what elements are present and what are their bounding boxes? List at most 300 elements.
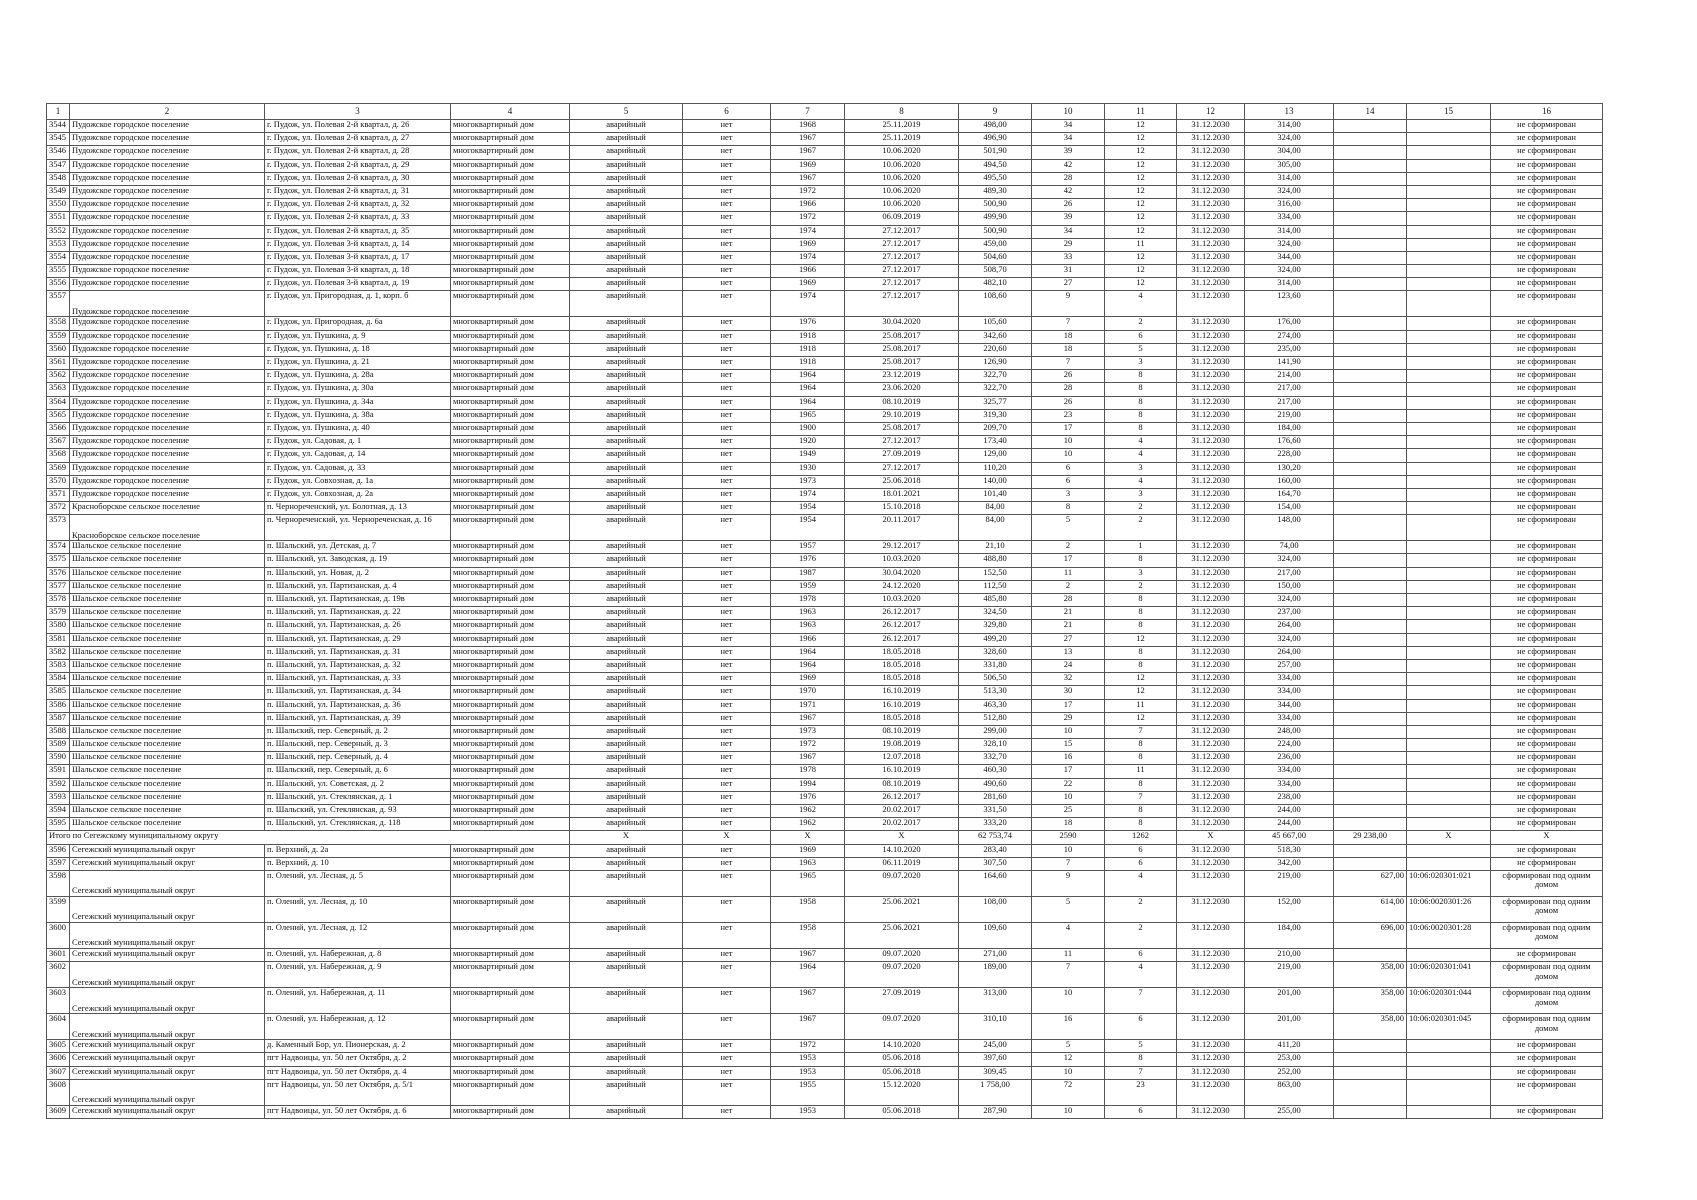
condition-cell: аварийный [570, 291, 683, 317]
apartments-cell: 4 [1105, 449, 1177, 462]
apartments-cell: 8 [1105, 554, 1177, 567]
table-body-section-2 [47, 844, 1603, 1118]
land-status-cell: не сформирован [1491, 396, 1603, 409]
land-area-cell: 324,00 [1245, 594, 1334, 607]
plot-area-cell [1334, 1053, 1407, 1066]
address-cell: п. Шальский, ул. Партизанская, д. 33 [265, 673, 451, 686]
apartments-cell: 12 [1105, 146, 1177, 159]
column-number-8: 8 [845, 104, 959, 120]
table-row [47, 541, 1603, 554]
condition-cell: аварийный [570, 225, 683, 238]
apartments-cell: 6 [1105, 1105, 1177, 1118]
residents-cell: 2 [1032, 580, 1105, 593]
year-built-cell: 1972 [771, 1040, 845, 1053]
land-area-cell: 314,00 [1245, 172, 1334, 185]
row-number-cell: 3588 [47, 725, 70, 738]
area-cell: 489,30 [959, 185, 1032, 198]
apartments-cell: 2 [1105, 580, 1177, 593]
emergency-date-cell: 09.07.2020 [845, 948, 959, 961]
year-built-cell: 1978 [771, 594, 845, 607]
cultural-heritage-cell: нет [683, 172, 771, 185]
emergency-date-cell: 10.03.2020 [845, 594, 959, 607]
area-cell: 463,30 [959, 699, 1032, 712]
emergency-date-cell: 14.10.2020 [845, 1040, 959, 1053]
land-area-cell: 201,00 [1245, 1014, 1334, 1040]
address-cell: г. Пудож, ул. Пригородная, д. 6а [265, 317, 451, 330]
resettlement-deadline-cell: 31.12.2030 [1177, 778, 1245, 791]
building-type-cell: многоквартирный дом [451, 422, 570, 435]
land-status-cell: не сформирован [1491, 580, 1603, 593]
address-cell: п. Олений, ул. Лесная, д. 12 [265, 922, 451, 948]
address-cell: п. Олений, ул. Набережная, д. 9 [265, 962, 451, 988]
apartments-cell: 8 [1105, 620, 1177, 633]
resettlement-deadline-cell: 31.12.2030 [1177, 580, 1245, 593]
apartments-cell: 12 [1105, 159, 1177, 172]
building-type-cell: многоквартирный дом [451, 922, 570, 948]
area-cell: 328,10 [959, 739, 1032, 752]
condition-cell: аварийный [570, 778, 683, 791]
table-row [47, 278, 1603, 291]
table-row [47, 805, 1603, 818]
row-number-cell: 3599 [47, 896, 70, 922]
address-cell: г. Пудож, ул. Садовая, д. 33 [265, 462, 451, 475]
resettlement-deadline-cell: 31.12.2030 [1177, 1053, 1245, 1066]
table-row [47, 922, 1603, 948]
cultural-heritage-cell: нет [683, 422, 771, 435]
condition-cell: аварийный [570, 1079, 683, 1105]
apartments-cell: 2 [1105, 502, 1177, 515]
emergency-date-cell: 25.11.2019 [845, 133, 959, 146]
resettlement-deadline-cell: 31.12.2030 [1177, 752, 1245, 765]
table-row [47, 870, 1603, 896]
year-built-cell: 1968 [771, 120, 845, 133]
cadastral-number-cell [1407, 948, 1491, 961]
residents-cell: 22 [1032, 778, 1105, 791]
year-built-cell: 1974 [771, 291, 845, 317]
cadastral-number-cell [1407, 686, 1491, 699]
table-row [47, 712, 1603, 725]
municipality-cell: Пудожское городское поселение [70, 172, 265, 185]
cultural-heritage-cell: нет [683, 199, 771, 212]
resettlement-deadline-cell: 31.12.2030 [1177, 212, 1245, 225]
emergency-date-cell: 05.06.2018 [845, 1066, 959, 1079]
resettlement-deadline-cell: 31.12.2030 [1177, 633, 1245, 646]
emergency-date-cell: 10.06.2020 [845, 185, 959, 198]
total-cell: 2590 [1032, 831, 1105, 844]
plot-area-cell [1334, 251, 1407, 264]
municipality-cell: Шальское сельское поселение [70, 725, 265, 738]
plot-area-cell [1334, 159, 1407, 172]
plot-area-cell [1334, 343, 1407, 356]
apartments-cell: 1 [1105, 541, 1177, 554]
condition-cell: аварийный [570, 1014, 683, 1040]
row-number-cell: 3579 [47, 607, 70, 620]
building-type-cell: многоквартирный дом [451, 1053, 570, 1066]
address-cell: г. Пудож, ул. Пушкина, д. 30а [265, 383, 451, 396]
area-cell: 459,00 [959, 238, 1032, 251]
land-area-cell: 224,00 [1245, 739, 1334, 752]
cultural-heritage-cell: нет [683, 673, 771, 686]
resettlement-deadline-cell: 31.12.2030 [1177, 594, 1245, 607]
plot-area-cell [1334, 133, 1407, 146]
plot-area-cell [1334, 330, 1407, 343]
municipality-cell: Пудожское городское поселение [70, 422, 265, 435]
column-number-4: 4 [451, 104, 570, 120]
apartments-cell: 11 [1105, 765, 1177, 778]
column-number-7: 7 [771, 104, 845, 120]
resettlement-deadline-cell: 31.12.2030 [1177, 791, 1245, 804]
land-area-cell: 344,00 [1245, 699, 1334, 712]
table-row [47, 1066, 1603, 1079]
condition-cell: аварийный [570, 278, 683, 291]
table-row [47, 449, 1603, 462]
total-cell: 1262 [1105, 831, 1177, 844]
land-status-cell: не сформирован [1491, 383, 1603, 396]
municipality-cell: Сегежский муниципальный округ [70, 896, 265, 922]
municipality-cell: Пудожское городское поселение [70, 238, 265, 251]
row-number-cell: 3591 [47, 765, 70, 778]
building-type-cell: многоквартирный дом [451, 278, 570, 291]
building-type-cell: многоквартирный дом [451, 120, 570, 133]
year-built-cell: 1967 [771, 752, 845, 765]
row-number-cell: 3592 [47, 778, 70, 791]
table-row [47, 818, 1603, 831]
address-cell: г. Пудож, ул. Полевая 2-й квартал, д. 32 [265, 199, 451, 212]
condition-cell: аварийный [570, 488, 683, 501]
table-row [47, 1053, 1603, 1066]
municipality-cell: Пудожское городское поселение [70, 449, 265, 462]
emergency-date-cell: 30.04.2020 [845, 317, 959, 330]
land-status-cell: не сформирован [1491, 265, 1603, 278]
apartments-cell: 5 [1105, 343, 1177, 356]
year-built-cell: 1967 [771, 948, 845, 961]
cultural-heritage-cell: нет [683, 291, 771, 317]
column-number-16: 16 [1491, 104, 1603, 120]
resettlement-deadline-cell: 31.12.2030 [1177, 422, 1245, 435]
municipality-cell: Пудожское городское поселение [70, 120, 265, 133]
area-cell: 281,60 [959, 791, 1032, 804]
land-area-cell: 219,00 [1245, 962, 1334, 988]
plot-area-cell [1334, 409, 1407, 422]
plot-area-cell [1334, 844, 1407, 857]
year-built-cell: 1963 [771, 607, 845, 620]
cultural-heritage-cell: нет [683, 580, 771, 593]
land-status-cell: сформирован под одним домом [1491, 988, 1603, 1014]
emergency-date-cell: 27.09.2019 [845, 449, 959, 462]
area-cell: 499,90 [959, 212, 1032, 225]
table-row [47, 317, 1603, 330]
cadastral-number-cell [1407, 133, 1491, 146]
resettlement-deadline-cell: 31.12.2030 [1177, 962, 1245, 988]
building-type-cell: многоквартирный дом [451, 765, 570, 778]
residents-cell: 26 [1032, 199, 1105, 212]
table-body-section-1 [47, 120, 1603, 831]
apartments-cell: 8 [1105, 805, 1177, 818]
apartments-cell: 2 [1105, 896, 1177, 922]
emergency-date-cell: 23.06.2020 [845, 383, 959, 396]
land-area-cell: 184,00 [1245, 422, 1334, 435]
municipality-cell: Шальское сельское поселение [70, 659, 265, 672]
municipality-cell: Шальское сельское поселение [70, 712, 265, 725]
cultural-heritage-cell: нет [683, 620, 771, 633]
area-cell: 508,70 [959, 265, 1032, 278]
year-built-cell: 1953 [771, 1066, 845, 1079]
land-area-cell: 334,00 [1245, 712, 1334, 725]
land-status-cell: не сформирован [1491, 475, 1603, 488]
emergency-date-cell: 25.06.2021 [845, 922, 959, 948]
resettlement-deadline-cell: 31.12.2030 [1177, 251, 1245, 264]
plot-area-cell [1334, 488, 1407, 501]
residents-cell: 10 [1032, 449, 1105, 462]
cadastral-number-cell [1407, 1053, 1491, 1066]
plot-area-cell [1334, 1040, 1407, 1053]
address-cell: пгт Надвоицы, ул. 50 лет Октября, д. 5/1 [265, 1079, 451, 1105]
residents-cell: 34 [1032, 133, 1105, 146]
land-status-cell: не сформирован [1491, 436, 1603, 449]
area-cell: 287,90 [959, 1105, 1032, 1118]
row-number-cell: 3558 [47, 317, 70, 330]
cadastral-number-cell [1407, 1040, 1491, 1053]
condition-cell: аварийный [570, 673, 683, 686]
emergency-date-cell: 27.12.2017 [845, 225, 959, 238]
area-cell: 490,60 [959, 778, 1032, 791]
column-number-11: 11 [1105, 104, 1177, 120]
address-cell: п. Шальский, ул. Заводская, д. 19 [265, 554, 451, 567]
land-area-cell: 334,00 [1245, 778, 1334, 791]
cadastral-number-cell [1407, 1066, 1491, 1079]
cadastral-number-cell [1407, 436, 1491, 449]
land-area-cell: 217,00 [1245, 383, 1334, 396]
condition-cell: аварийный [570, 436, 683, 449]
condition-cell: аварийный [570, 515, 683, 541]
land-area-cell: 253,00 [1245, 1053, 1334, 1066]
municipality-cell: Сегежский муниципальный округ [70, 1040, 265, 1053]
area-cell: 108,00 [959, 896, 1032, 922]
housing-register-table [46, 103, 1603, 1119]
municipality-cell: Пудожское городское поселение [70, 317, 265, 330]
plot-area-cell [1334, 502, 1407, 515]
building-type-cell: многоквартирный дом [451, 646, 570, 659]
area-cell: 331,50 [959, 805, 1032, 818]
municipality-cell: Шальское сельское поселение [70, 791, 265, 804]
land-area-cell: 130,20 [1245, 462, 1334, 475]
address-cell: г. Пудож, ул. Полевая 3-й квартал, д. 19 [265, 278, 451, 291]
condition-cell: аварийный [570, 1053, 683, 1066]
resettlement-deadline-cell: 31.12.2030 [1177, 488, 1245, 501]
plot-area-cell [1334, 567, 1407, 580]
plot-area-cell [1334, 659, 1407, 672]
land-status-cell: не сформирован [1491, 712, 1603, 725]
address-cell: п. Олений, ул. Набережная, д. 11 [265, 988, 451, 1014]
year-built-cell: 1969 [771, 673, 845, 686]
building-type-cell: многоквартирный дом [451, 488, 570, 501]
land-area-cell: 863,00 [1245, 1079, 1334, 1105]
municipality-cell: Шальское сельское поселение [70, 818, 265, 831]
municipality-cell: Шальское сельское поселение [70, 607, 265, 620]
plot-area-cell [1334, 1105, 1407, 1118]
land-area-cell: 324,00 [1245, 633, 1334, 646]
apartments-cell: 2 [1105, 317, 1177, 330]
cadastral-number-cell [1407, 238, 1491, 251]
condition-cell: аварийный [570, 791, 683, 804]
year-built-cell: 1974 [771, 251, 845, 264]
area-cell: 397,60 [959, 1053, 1032, 1066]
area-cell: 1 758,00 [959, 1079, 1032, 1105]
cultural-heritage-cell: нет [683, 857, 771, 870]
apartments-cell: 8 [1105, 1053, 1177, 1066]
land-status-cell: не сформирован [1491, 515, 1603, 541]
address-cell: г. Пудож, ул. Полевая 2-й квартал, д. 31 [265, 185, 451, 198]
apartments-cell: 3 [1105, 488, 1177, 501]
emergency-date-cell: 29.10.2019 [845, 409, 959, 422]
apartments-cell: 8 [1105, 422, 1177, 435]
area-cell: 108,60 [959, 291, 1032, 317]
address-cell: п. Олений, ул. Набережная, д. 12 [265, 1014, 451, 1040]
plot-area-cell [1334, 739, 1407, 752]
municipality-cell: Пудожское городское поселение [70, 225, 265, 238]
plot-area-cell [1334, 818, 1407, 831]
municipality-cell: Сегежский муниципальный округ [70, 1053, 265, 1066]
row-number-cell: 3580 [47, 620, 70, 633]
building-type-cell: многоквартирный дом [451, 317, 570, 330]
plot-area-cell [1334, 172, 1407, 185]
municipality-cell: Шальское сельское поселение [70, 594, 265, 607]
building-type-cell: многоквартирный дом [451, 725, 570, 738]
cadastral-number-cell [1407, 580, 1491, 593]
emergency-date-cell: 25.08.2017 [845, 330, 959, 343]
cadastral-number-cell [1407, 633, 1491, 646]
cadastral-number-cell [1407, 673, 1491, 686]
cultural-heritage-cell: нет [683, 752, 771, 765]
condition-cell: аварийный [570, 752, 683, 765]
table-row [47, 225, 1603, 238]
emergency-date-cell: 20.02.2017 [845, 805, 959, 818]
column-number-14: 14 [1334, 104, 1407, 120]
row-number-cell: 3553 [47, 238, 70, 251]
building-type-cell: многоквартирный дом [451, 449, 570, 462]
row-number-cell: 3598 [47, 870, 70, 896]
plot-area-cell [1334, 765, 1407, 778]
area-cell: 299,00 [959, 725, 1032, 738]
table-row [47, 370, 1603, 383]
land-status-cell: не сформирован [1491, 948, 1603, 961]
residents-cell: 42 [1032, 185, 1105, 198]
address-cell: г. Пудож, ул. Полевая 2-й квартал, д. 33 [265, 212, 451, 225]
plot-area-cell [1334, 212, 1407, 225]
building-type-cell: многоквартирный дом [451, 159, 570, 172]
building-type-cell: многоквартирный дом [451, 1079, 570, 1105]
building-type-cell: многоквартирный дом [451, 251, 570, 264]
land-area-cell: 334,00 [1245, 673, 1334, 686]
cultural-heritage-cell: нет [683, 988, 771, 1014]
emergency-date-cell: 27.12.2017 [845, 462, 959, 475]
apartments-cell: 12 [1105, 212, 1177, 225]
condition-cell: аварийный [570, 620, 683, 633]
address-cell: п. Шальский, ул. Советская, д. 2 [265, 778, 451, 791]
condition-cell: аварийный [570, 199, 683, 212]
municipality-cell: Красноборское сельское поселение [70, 502, 265, 515]
row-number-cell: 3568 [47, 449, 70, 462]
residents-cell: 21 [1032, 607, 1105, 620]
row-number-cell: 3584 [47, 673, 70, 686]
cultural-heritage-cell: нет [683, 765, 771, 778]
residents-cell: 29 [1032, 712, 1105, 725]
building-type-cell: многоквартирный дом [451, 686, 570, 699]
table-row [47, 752, 1603, 765]
emergency-date-cell: 08.10.2019 [845, 396, 959, 409]
land-area-cell: 324,00 [1245, 554, 1334, 567]
emergency-date-cell: 18.05.2018 [845, 712, 959, 725]
cadastral-number-cell [1407, 330, 1491, 343]
table-row [47, 791, 1603, 804]
emergency-date-cell: 24.12.2020 [845, 580, 959, 593]
condition-cell: аварийный [570, 607, 683, 620]
land-area-cell: 344,00 [1245, 251, 1334, 264]
plot-area-cell: 358,00 [1334, 1014, 1407, 1040]
residents-cell: 6 [1032, 475, 1105, 488]
year-built-cell: 1969 [771, 278, 845, 291]
residents-cell: 7 [1032, 962, 1105, 988]
area-cell: 283,40 [959, 844, 1032, 857]
cultural-heritage-cell: нет [683, 238, 771, 251]
land-status-cell: не сформирован [1491, 646, 1603, 659]
address-cell: п. Шальский, ул. Партизанская, д. 39 [265, 712, 451, 725]
cultural-heritage-cell: нет [683, 778, 771, 791]
column-number-13: 13 [1245, 104, 1334, 120]
building-type-cell: многоквартирный дом [451, 818, 570, 831]
land-area-cell: 411,20 [1245, 1040, 1334, 1053]
cultural-heritage-cell: нет [683, 133, 771, 146]
residents-cell: 5 [1032, 1040, 1105, 1053]
cultural-heritage-cell: нет [683, 725, 771, 738]
residents-cell: 7 [1032, 357, 1105, 370]
building-type-cell: многоквартирный дом [451, 567, 570, 580]
condition-cell: аварийный [570, 659, 683, 672]
residents-cell: 9 [1032, 870, 1105, 896]
apartments-cell: 23 [1105, 1079, 1177, 1105]
condition-cell: аварийный [570, 567, 683, 580]
year-built-cell: 1967 [771, 1014, 845, 1040]
address-cell: п. Олений, ул. Лесная, д. 10 [265, 896, 451, 922]
year-built-cell: 1962 [771, 818, 845, 831]
cultural-heritage-cell: нет [683, 409, 771, 422]
building-type-cell: многоквартирный дом [451, 699, 570, 712]
row-number-cell: 3585 [47, 686, 70, 699]
land-area-cell: 164,70 [1245, 488, 1334, 501]
condition-cell: аварийный [570, 357, 683, 370]
resettlement-deadline-cell: 31.12.2030 [1177, 857, 1245, 870]
area-cell: 504,60 [959, 251, 1032, 264]
building-type-cell: многоквартирный дом [451, 436, 570, 449]
emergency-date-cell: 10.06.2020 [845, 172, 959, 185]
condition-cell: аварийный [570, 739, 683, 752]
land-status-cell: не сформирован [1491, 357, 1603, 370]
table-row [47, 291, 1603, 317]
address-cell: п. Шальский, ул. Стеклянская, д. 93 [265, 805, 451, 818]
row-number-cell: 3555 [47, 265, 70, 278]
land-area-cell: 264,00 [1245, 646, 1334, 659]
land-area-cell: 314,00 [1245, 120, 1334, 133]
area-cell: 501,90 [959, 146, 1032, 159]
land-status-cell: не сформирован [1491, 172, 1603, 185]
cultural-heritage-cell: нет [683, 962, 771, 988]
table-row [47, 594, 1603, 607]
plot-area-cell [1334, 607, 1407, 620]
condition-cell: аварийный [570, 765, 683, 778]
table-row [47, 673, 1603, 686]
cultural-heritage-cell: нет [683, 1040, 771, 1053]
residents-cell: 11 [1032, 948, 1105, 961]
